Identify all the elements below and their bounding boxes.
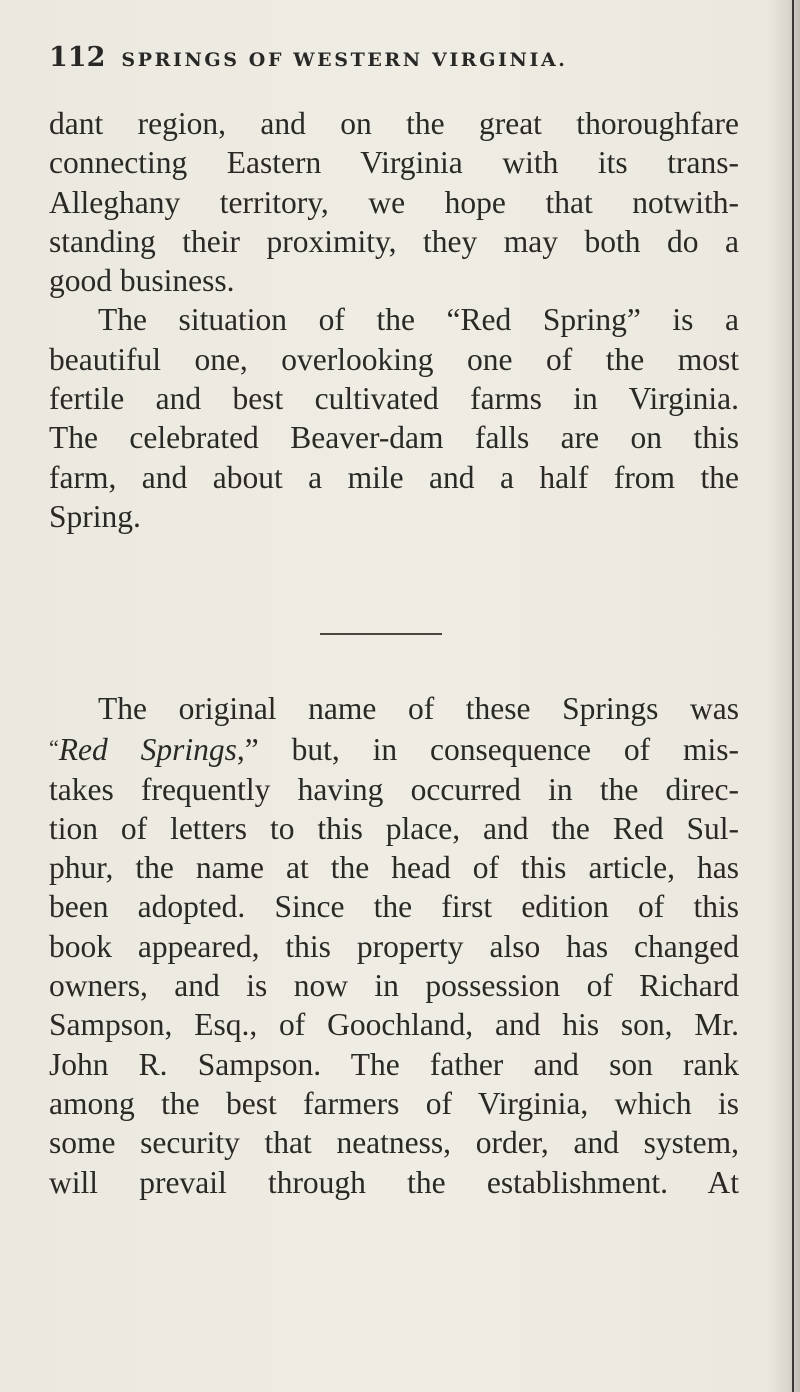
- page-number: 112: [49, 42, 106, 73]
- text-line: book appeared, this property also has changed: [49, 928, 739, 964]
- text-line: been adopted. Since the first edition of this: [49, 889, 739, 925]
- text-line: John R. Sampson. The father and son rank: [49, 1046, 739, 1082]
- page-header: [49, 42, 749, 82]
- text-line: phur, the name at the head of this article, has: [49, 850, 739, 886]
- text-line: owners, and is now in possession of Richard: [49, 968, 739, 1004]
- text-line: fertile and best cultivated farms in Virginia.: [49, 381, 739, 417]
- text-line: standing their proximity, they may both do a: [49, 223, 739, 259]
- text-line: The celebrated Beaver-dam falls are on this: [49, 420, 739, 456]
- text-line: dant region, and on the great thoroughfare: [49, 106, 739, 141]
- text-line: will prevail through the establishment. At: [49, 1164, 739, 1200]
- text-line: tion of letters to this place, and the Red Sul-: [49, 810, 739, 846]
- text-line: beautiful one, overlooking one of the most: [49, 341, 739, 377]
- text-line: Spring.: [49, 498, 141, 534]
- italic-name: Red Springs: [58, 732, 237, 768]
- close-quote: ,”: [236, 732, 259, 768]
- open-quote: “: [49, 735, 59, 761]
- text-line: good business.: [49, 263, 235, 299]
- text-line: farm, and about a mile and a half from the: [49, 459, 739, 495]
- text-line: takes frequently having occurred in the direc-: [49, 771, 739, 807]
- text-line: among the best farmers of Virginia, which is: [49, 1085, 739, 1121]
- text-line-with-italic: [49, 728, 739, 769]
- running-title: SPRINGS OF WESTERN VIRGINIA.: [121, 49, 568, 71]
- text-line: connecting Eastern Virginia with its trans-: [49, 145, 739, 181]
- text-line: Alleghany territory, we hope that notwith-: [49, 184, 739, 220]
- text-line: Sampson, Esq., of Goochland, and his son, Mr.: [49, 1007, 739, 1043]
- text-line: The original name of these Springs was: [98, 691, 739, 726]
- page-edge: [792, 0, 794, 1392]
- section-divider: [320, 633, 442, 635]
- text-line: some security that neatness, order, and system,: [49, 1125, 739, 1161]
- line-rest: but, in consequence of mis-: [258, 732, 739, 768]
- paragraph-2: [49, 689, 739, 1202]
- paragraph-1: [49, 104, 739, 536]
- text-line: The situation of the “Red Spring” is a: [98, 302, 739, 338]
